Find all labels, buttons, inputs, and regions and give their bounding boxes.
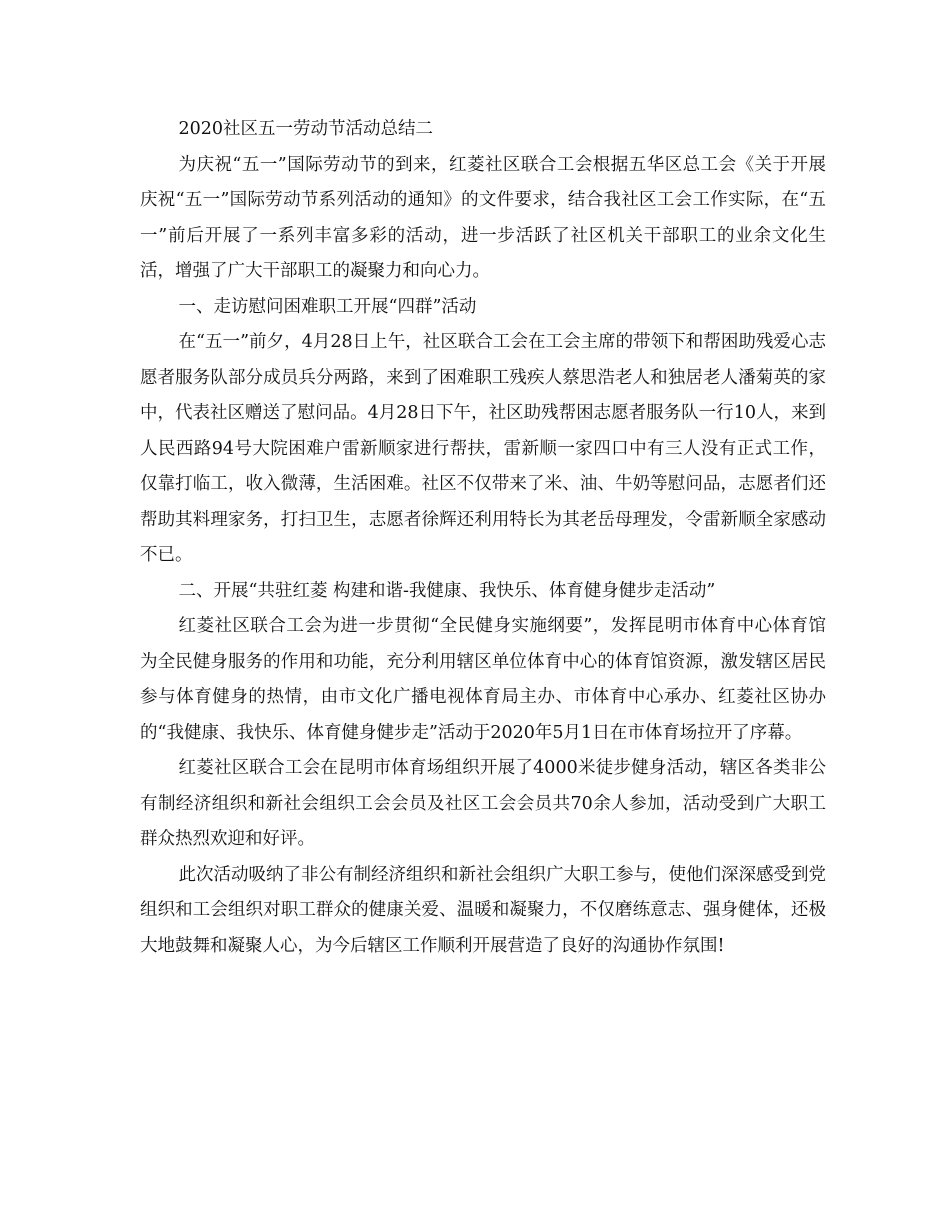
document-title: 2020社区五一劳动节活动总结二: [178, 119, 434, 139]
document-page: [140, 112, 826, 964]
paragraph-intro: 为庆祝“五一”国际劳动节的到来，红菱社区联合工会根据五华区总工会《关于开展庆祝“五一”国际劳动节系列活动的通知》的文件要求，结合我社区工会工作实际，在“五一”前后开展了一系列丰富多彩的活动，进一步活跃了社区机关干部职工的业余文化生活，增强了广大干部职工的凝聚力和向心力。: [140, 154, 826, 281]
paragraph-visit: 在“五一”前夕，4月28日上午，社区联合工会在工会主席的带领下和帮困助残爱心志愿者服务队部分成员兵分两路，来到了困难职工残疾人蔡思浩老人和独居老人潘菊英的家中，代表社区赠送了慰问品。4月28日下午，社区助残帮困志愿者服务队一行10人，来到人民西路94号大院困难户雷新顺家进行帮扶，雷新顺一家四口中有三人没有正式工作，仅靠打临工，收入微薄，生活困难。社区不仅带来了米、油、牛奶等慰问品，志愿者们还帮助其料理家务，打扫卫生，志愿者徐辉还利用特长为其老岳母理发，令雷新顺全家感动不已。: [140, 332, 826, 565]
section-heading-1: 一、走访慰问困难职工开展“四群”活动: [178, 296, 477, 317]
section-heading-2: 二、开展“共驻红菱 构建和谐-我健康、我快乐、体育健身健步走活动”: [178, 580, 716, 601]
paragraph-fitness: 红菱社区联合工会为进一步贯彻“全民健身实施纲要”，发挥昆明市体育中心体育馆为全民健身服务的作用和功能，充分利用辖区单位体育中心的体育馆资源，激发辖区居民参与体育健身的热情，由市文化广播电视体育局主办、市体育中心承办、红菱社区协办的“我健康、我快乐、体育健身健步走”活动于2020年5月1日在市体育场拉开了序幕。: [140, 616, 826, 743]
paragraph-conclusion: 此次活动吸纳了非公有制经济组织和新社会组织广大职工参与，使他们深深感受到党组织和工会组织对职工群众的健康关爱、温暖和凝聚力，不仅磨练意志、强身健体，还极大地鼓舞和凝聚人心，为今后辖区工作顺利开展营造了良好的沟通协作氛围!: [140, 864, 826, 956]
paragraph-walk: 红菱社区联合工会在昆明市体育场组织开展了4000米徒步健身活动，辖区各类非公有制经济组织和新社会组织工会会员及社区工会会员共70余人参加，活动受到广大职工群众热烈欢迎和好评。: [140, 758, 826, 849]
